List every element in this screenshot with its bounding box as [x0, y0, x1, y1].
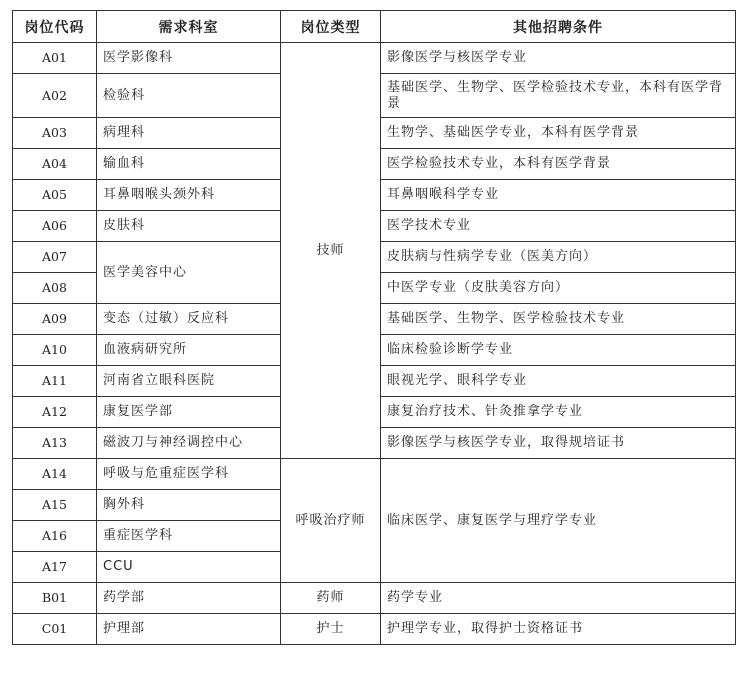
position-code: B01 — [13, 583, 97, 614]
position-code: A10 — [13, 335, 97, 366]
position-code: A02 — [13, 74, 97, 118]
department: 康复医学部 — [97, 397, 281, 428]
header-row — [13, 11, 736, 43]
conditions: 生物学、基础医学专业，本科有医学背景 — [381, 118, 736, 149]
table-row — [13, 614, 736, 645]
position-code: A08 — [13, 273, 97, 304]
conditions: 护理学专业，取得护士资格证书 — [381, 614, 736, 645]
conditions: 康复治疗技术、针灸推拿学专业 — [381, 397, 736, 428]
position-code: A09 — [13, 304, 97, 335]
position-code: A11 — [13, 366, 97, 397]
department: 病理科 — [97, 118, 281, 149]
position-code: A14 — [13, 459, 97, 490]
position-type: 护士 — [281, 614, 381, 645]
conditions: 眼视光学、眼科学专业 — [381, 366, 736, 397]
position-code: A15 — [13, 490, 97, 521]
position-type: 呼吸治疗师 — [281, 459, 381, 583]
conditions: 临床医学、康复医学与理疗学专业 — [381, 459, 736, 583]
department: 医学美容中心 — [97, 242, 281, 304]
department: 药学部 — [97, 583, 281, 614]
department: 胸外科 — [97, 490, 281, 521]
table-row — [13, 583, 736, 614]
conditions: 临床检验诊断学专业 — [381, 335, 736, 366]
conditions: 皮肤病与性病学专业（医美方向） — [381, 242, 736, 273]
position-code: A07 — [13, 242, 97, 273]
department: 皮肤科 — [97, 211, 281, 242]
department: 重症医学科 — [97, 521, 281, 552]
conditions: 药学专业 — [381, 583, 736, 614]
conditions: 影像医学与核医学专业，取得规培证书 — [381, 428, 736, 459]
position-code: A04 — [13, 149, 97, 180]
position-code: A06 — [13, 211, 97, 242]
department: 河南省立眼科医院 — [97, 366, 281, 397]
position-code: A05 — [13, 180, 97, 211]
recruitment-table — [12, 10, 736, 645]
position-code: A01 — [13, 43, 97, 74]
conditions: 中医学专业（皮肤美容方向） — [381, 273, 736, 304]
department: 输血科 — [97, 149, 281, 180]
conditions: 耳鼻咽喉科学专业 — [381, 180, 736, 211]
position-code: A03 — [13, 118, 97, 149]
conditions: 基础医学、生物学、医学检验技术专业，本科有医学背景 — [381, 74, 736, 118]
position-code: A16 — [13, 521, 97, 552]
position-code: C01 — [13, 614, 97, 645]
position-type: 药师 — [281, 583, 381, 614]
conditions: 影像医学与核医学专业 — [381, 43, 736, 74]
department: 耳鼻咽喉头颈外科 — [97, 180, 281, 211]
table-row — [13, 459, 736, 490]
position-code: A17 — [13, 552, 97, 583]
position-type: 技师 — [281, 43, 381, 459]
header-dept: 需求科室 — [97, 11, 281, 43]
department: 呼吸与危重症医学科 — [97, 459, 281, 490]
table-row — [13, 43, 736, 74]
header-conditions: 其他招聘条件 — [381, 11, 736, 43]
department: 护理部 — [97, 614, 281, 645]
conditions: 医学检验技术专业，本科有医学背景 — [381, 149, 736, 180]
header-type: 岗位类型 — [281, 11, 381, 43]
department: 医学影像科 — [97, 43, 281, 74]
position-code: A12 — [13, 397, 97, 428]
department: 变态（过敏）反应科 — [97, 304, 281, 335]
department: 磁波刀与神经调控中心 — [97, 428, 281, 459]
position-code: A13 — [13, 428, 97, 459]
conditions: 基础医学、生物学、医学检验技术专业 — [381, 304, 736, 335]
department: CCU — [97, 552, 281, 583]
conditions: 医学技术专业 — [381, 211, 736, 242]
header-code: 岗位代码 — [13, 11, 97, 43]
department: 血液病研究所 — [97, 335, 281, 366]
department: 检验科 — [97, 74, 281, 118]
